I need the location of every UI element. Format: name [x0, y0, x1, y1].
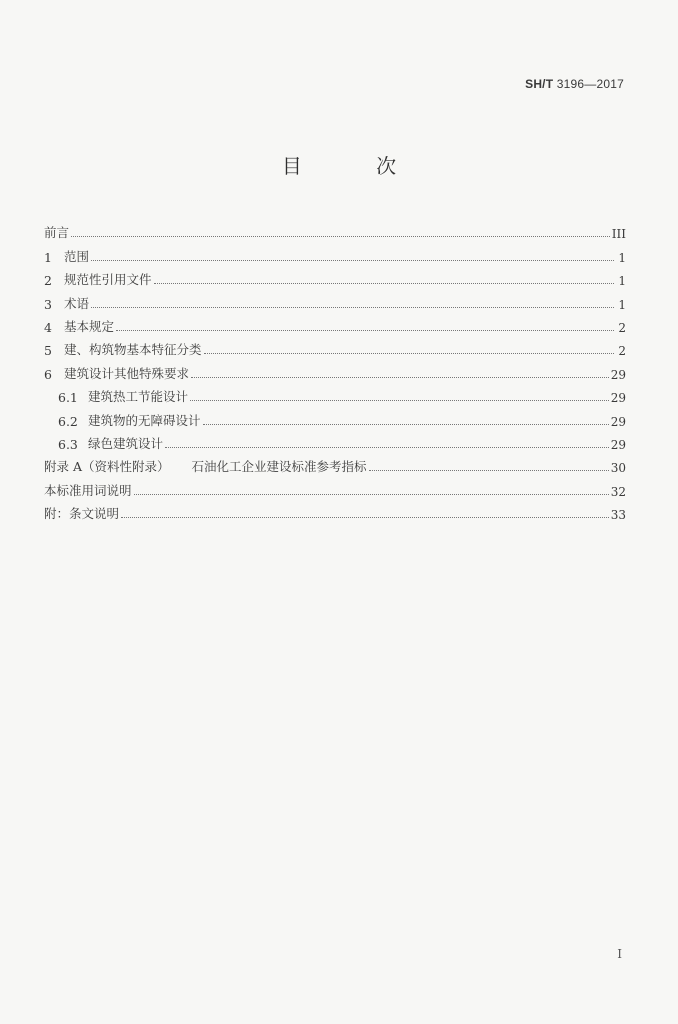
toc-entry-label: 前言	[44, 225, 70, 241]
toc-entry-number: 1	[44, 249, 52, 265]
document-code-number: 3196—2017	[556, 77, 624, 91]
toc-entry-number: 6	[44, 366, 52, 382]
toc-entry-page: 29	[610, 391, 626, 406]
toc-entry-page: 30	[610, 461, 626, 476]
dot-leader	[121, 517, 609, 518]
toc-entry-label: 本标准用词说明	[44, 482, 132, 498]
toc-entry-page: 1	[618, 274, 626, 289]
table-of-contents	[44, 218, 626, 522]
toc-entry-label: 建筑物的无障碍设计	[88, 412, 201, 428]
toc-entry-6-3[interactable]	[44, 429, 626, 452]
dot-leader	[369, 470, 609, 471]
toc-entry-5[interactable]	[44, 335, 626, 358]
toc-entry-number: 6.1	[58, 390, 78, 406]
dot-leader	[191, 377, 609, 378]
toc-entry-appendix-a[interactable]	[44, 452, 626, 475]
dot-leader	[116, 330, 614, 331]
toc-entry-4[interactable]	[44, 312, 626, 335]
toc-entry-6-1[interactable]	[44, 382, 626, 405]
toc-entry-page: 1	[618, 297, 626, 312]
document-code	[525, 77, 624, 91]
toc-entry-sublabel: 石油化工企业建设标准参考指标	[191, 459, 367, 475]
toc-entry-page: 29	[610, 437, 626, 452]
toc-entry-page: 29	[610, 367, 626, 382]
toc-entry-3[interactable]	[44, 288, 626, 311]
toc-entry-1[interactable]	[44, 241, 626, 264]
toc-entry-label: 术语	[64, 295, 90, 311]
toc-entry-number: 6.2	[58, 413, 78, 429]
dot-leader	[134, 494, 609, 495]
toc-entry-2[interactable]	[44, 265, 626, 288]
toc-entry-page: 29	[610, 414, 626, 429]
dot-leader	[204, 353, 614, 354]
toc-entry-label: 建筑热工节能设计	[88, 389, 189, 405]
toc-entry-number: 5	[44, 343, 52, 359]
dot-leader	[154, 283, 614, 284]
toc-entry-number: 3	[44, 296, 52, 312]
toc-entry-page: 2	[618, 320, 626, 335]
toc-entry-preface[interactable]	[44, 218, 626, 241]
dot-leader	[71, 236, 610, 237]
toc-entry-label: 范围	[64, 248, 90, 264]
dot-leader	[91, 307, 614, 308]
toc-entry-label: 绿色建筑设计	[88, 435, 164, 451]
toc-entry-label: 基本规定	[64, 318, 115, 334]
dot-leader	[203, 424, 609, 425]
toc-entry-page: 1	[618, 250, 626, 265]
toc-entry-page: 2	[618, 344, 626, 359]
dot-leader	[190, 400, 609, 401]
page-number: I	[617, 947, 622, 961]
dot-leader	[165, 447, 609, 448]
toc-entry-page: 32	[610, 484, 626, 499]
toc-entry-page: III	[611, 227, 626, 242]
toc-entry-6-2[interactable]	[44, 405, 626, 428]
toc-entry-explanation[interactable]	[44, 499, 626, 522]
dot-leader	[91, 260, 614, 261]
document-code-prefix: SH/T	[525, 77, 554, 91]
toc-title: 目 次	[281, 154, 431, 178]
toc-entry-label: 建、构筑物基本特征分类	[64, 342, 202, 358]
toc-entry-label: 附：条文说明	[44, 506, 120, 522]
toc-entry-6[interactable]	[44, 358, 626, 381]
toc-entry-label: 附录 A（资料性附录）	[44, 459, 170, 475]
toc-entry-wording[interactable]	[44, 475, 626, 498]
toc-entry-page: 33	[610, 508, 626, 523]
toc-entry-number: 4	[44, 319, 52, 335]
toc-entry-label: 建筑设计其他特殊要求	[64, 365, 190, 381]
toc-entry-number: 6.3	[58, 436, 78, 452]
toc-entry-number: 2	[44, 273, 52, 289]
toc-entry-label: 规范性引用文件	[64, 272, 152, 288]
